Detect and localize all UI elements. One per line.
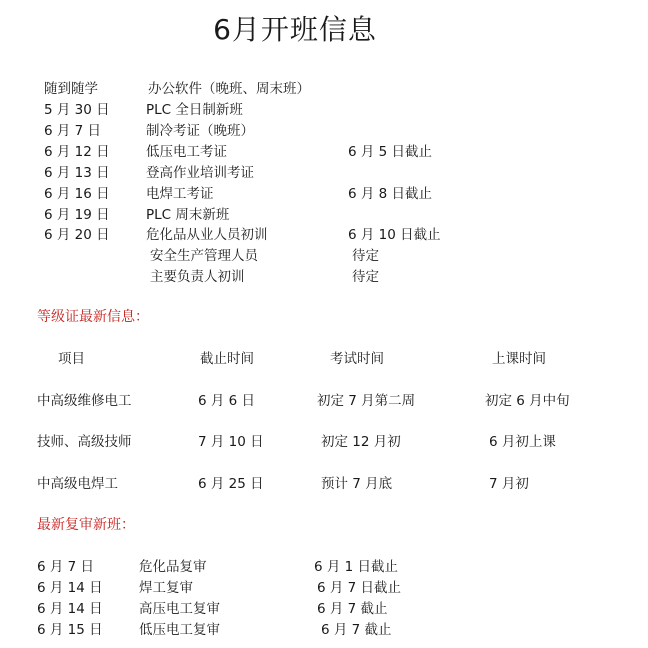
grade-column-header: 上课时间 [492, 351, 546, 367]
schedule-course: 危化品从业人员初训 [146, 227, 268, 243]
grade-cell: 初定 12 月初 [321, 434, 401, 450]
schedule-note: 6 月 5 日截止 [348, 144, 433, 160]
schedule-header-course: 办公软件（晚班、周末班） [148, 81, 310, 97]
grade-cell: 7 月初 [489, 476, 529, 492]
review-date: 6 月 14 日 [37, 601, 103, 617]
review-note: 6 月 7 截止 [321, 622, 392, 638]
grade-column-header: 考试时间 [330, 351, 384, 367]
schedule-note: 6 月 10 日截止 [348, 227, 441, 243]
grade-cell: 7 月 10 日 [198, 434, 264, 450]
review-date: 6 月 14 日 [37, 580, 103, 596]
schedule-course: 低压电工考证 [146, 144, 227, 160]
schedule-course: PLC 全日制新班 [146, 102, 243, 118]
grade-cell: 预计 7 月底 [321, 476, 393, 492]
page-title: 6月开班信息 [213, 13, 377, 46]
schedule-date: 5 月 30 日 [44, 102, 110, 118]
schedule-course: 制冷考证（晚班） [146, 123, 254, 139]
review-heading: 最新复审新班： [37, 517, 135, 533]
review-course: 高压电工复审 [139, 601, 220, 617]
review-note: 6 月 7 日截止 [317, 580, 402, 596]
schedule-course: 登高作业培训考证 [146, 165, 254, 181]
schedule-date: 6 月 7 日 [44, 123, 102, 139]
schedule-date: 6 月 12 日 [44, 144, 110, 160]
grade-cell: 6 月初上课 [489, 434, 556, 450]
grade-cell: 初定 7 月第二周 [317, 393, 416, 409]
grade-cell: 6 月 6 日 [198, 393, 256, 409]
schedule-course: 电焊工考证 [146, 186, 214, 202]
schedule-note: 6 月 8 日截止 [348, 186, 433, 202]
grade-cell: 中高级电焊工 [37, 476, 118, 492]
grade-cell: 初定 6 月中旬 [485, 393, 570, 409]
schedule-course: 主要负责人初训 [150, 269, 245, 285]
grade-column-header: 项目 [58, 351, 85, 367]
review-course: 危化品复审 [139, 559, 207, 575]
review-note: 6 月 7 截止 [317, 601, 388, 617]
review-course: 低压电工复审 [139, 622, 220, 638]
schedule-note: 待定 [352, 248, 379, 264]
grade-heading: 等级证最新信息： [37, 309, 149, 325]
schedule-date: 6 月 19 日 [44, 207, 110, 223]
schedule-header-date: 随到随学 [44, 81, 98, 97]
review-course: 焊工复审 [139, 580, 193, 596]
grade-column-header: 截止时间 [200, 351, 254, 367]
grade-cell: 技师、高级技师 [37, 434, 132, 450]
schedule-date: 6 月 20 日 [44, 227, 110, 243]
review-note: 6 月 1 日截止 [314, 559, 399, 575]
grade-cell: 6 月 25 日 [198, 476, 264, 492]
schedule-note: 待定 [352, 269, 379, 285]
review-date: 6 月 15 日 [37, 622, 103, 638]
schedule-course: 安全生产管理人员 [150, 248, 258, 264]
schedule-date: 6 月 13 日 [44, 165, 110, 181]
review-date: 6 月 7 日 [37, 559, 95, 575]
schedule-course: PLC 周末新班 [146, 207, 230, 223]
grade-cell: 中高级维修电工 [37, 393, 132, 409]
schedule-date: 6 月 16 日 [44, 186, 110, 202]
